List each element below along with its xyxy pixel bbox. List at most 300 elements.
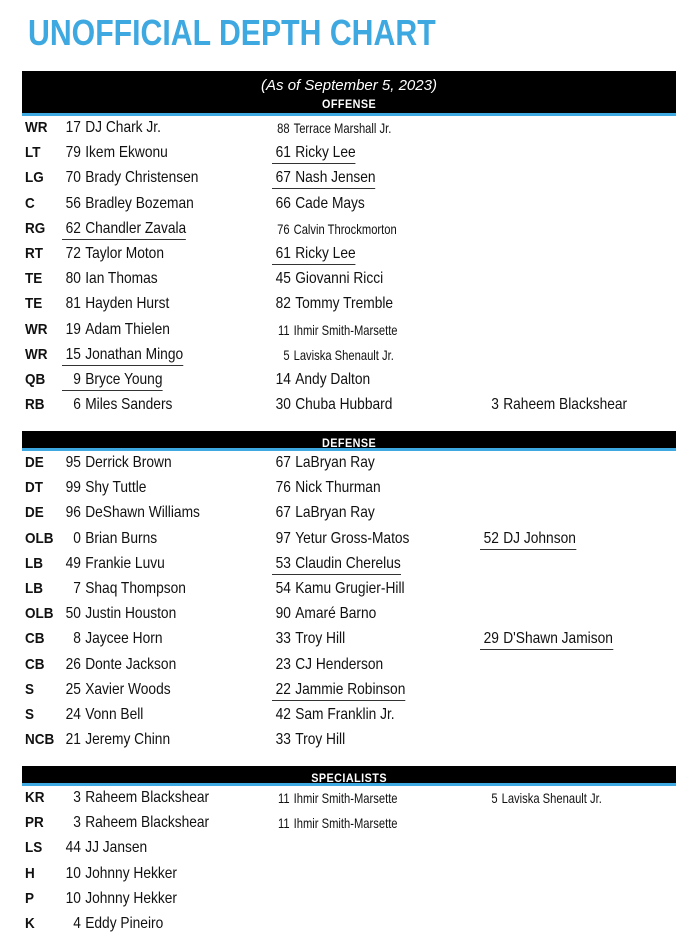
- position-label: WR: [25, 320, 48, 338]
- position-label: P: [25, 889, 35, 907]
- jersey-number: 9: [73, 370, 81, 388]
- jersey-number: 22: [275, 680, 291, 698]
- player-name: Ricky Lee: [295, 244, 356, 262]
- player-entry: [480, 789, 602, 807]
- depth-row: [22, 166, 676, 191]
- player-name: Ian Thomas: [85, 270, 158, 288]
- player-entry: [272, 144, 356, 164]
- player-slot-1: [62, 396, 190, 414]
- depth-row: [22, 267, 676, 292]
- player-name: Jeremy Chinn: [85, 731, 171, 749]
- position-label: LT: [25, 144, 41, 162]
- player-entry: [272, 479, 381, 497]
- player-slot-1: [62, 295, 187, 313]
- player-entry: [272, 530, 409, 548]
- player-entry: [62, 681, 171, 699]
- jersey-number: 44: [65, 839, 81, 857]
- position-label: KR: [25, 789, 45, 806]
- position-label: TE: [25, 295, 43, 313]
- section-title: OFFENSE: [321, 97, 377, 111]
- player-slot-1: [62, 321, 187, 339]
- player-slot-1: [62, 839, 161, 857]
- position-label: QB: [25, 370, 46, 388]
- player-name: Hayden Hurst: [85, 295, 170, 313]
- player-entry: [62, 915, 163, 933]
- depth-row: [22, 836, 676, 861]
- player-name: Shaq Thompson: [85, 579, 186, 597]
- jersey-number: 0: [73, 529, 81, 547]
- player-name: JJ Jansen: [85, 839, 148, 857]
- player-name: Adam Thielen: [85, 320, 170, 338]
- player-slot-2: [272, 169, 392, 189]
- player-slot-1: [62, 890, 196, 908]
- player-entry: [62, 890, 177, 908]
- jersey-number: 6: [73, 396, 81, 414]
- player-name: Ihmir Smith-Marsette: [293, 321, 398, 338]
- player-name: Johnny Hekker: [85, 889, 177, 907]
- depth-row: [22, 887, 676, 912]
- player-name: Nash Jensen: [295, 169, 376, 187]
- position-label: RB: [25, 396, 45, 414]
- player-name: D'Shawn Jamison: [503, 630, 613, 648]
- player-slot-1: [62, 346, 203, 366]
- player-slot-2: [272, 504, 392, 522]
- player-name: Donte Jackson: [85, 655, 177, 673]
- player-slot-3: [480, 789, 632, 808]
- jersey-number: 21: [65, 731, 81, 749]
- jersey-number: 54: [275, 579, 291, 597]
- player-slot-1: [62, 371, 179, 391]
- player-slot-1: [62, 656, 195, 674]
- jersey-number: 67: [275, 454, 291, 471]
- player-name: LaBryan Ray: [295, 504, 375, 522]
- player-entry: [62, 789, 209, 807]
- depth-row: [22, 141, 676, 166]
- jersey-number: 25: [65, 680, 81, 698]
- player-slot-2: [272, 605, 393, 623]
- player-name: Calvin Throckmorton: [293, 220, 397, 237]
- player-entry: [62, 530, 157, 548]
- depth-row: [22, 393, 676, 418]
- player-entry: [272, 555, 401, 575]
- player-slot-2: [272, 555, 422, 575]
- player-slot-1: [62, 789, 233, 807]
- player-entry: [480, 530, 576, 550]
- jersey-number: 53: [275, 554, 291, 572]
- jersey-number: 76: [275, 479, 291, 497]
- depth-row: [22, 552, 676, 577]
- jersey-number: 67: [275, 169, 291, 187]
- player-name: Ikem Ekwonu: [85, 144, 168, 162]
- depth-row: [22, 577, 676, 602]
- player-slot-2: [272, 580, 426, 598]
- depth-row: [22, 728, 676, 753]
- player-entry: [62, 580, 186, 598]
- player-entry: [272, 731, 345, 749]
- player-name: Laviska Shenault Jr.: [501, 790, 602, 806]
- player-slot-2: [272, 630, 357, 648]
- jersey-number: 56: [65, 194, 81, 212]
- jersey-number: 49: [65, 554, 81, 572]
- player-slot-1: [62, 530, 173, 548]
- player-name: Tommy Tremble: [295, 295, 394, 313]
- player-entry: [62, 731, 170, 749]
- player-slot-2: [272, 371, 386, 389]
- player-name: DeShawn Williams: [85, 504, 200, 522]
- position-label: LG: [25, 169, 44, 187]
- jersey-number: 76: [277, 220, 290, 237]
- jersey-number: 8: [73, 630, 81, 648]
- player-name: Derrick Brown: [85, 454, 172, 471]
- position-label: OLB: [25, 605, 54, 623]
- jersey-number: 70: [65, 169, 81, 187]
- player-entry: [272, 321, 398, 339]
- player-slot-2: [272, 706, 415, 724]
- jersey-number: 19: [65, 320, 81, 338]
- depth-row: [22, 527, 676, 552]
- player-name: Jonathan Mingo: [85, 345, 184, 363]
- section-defense: [22, 431, 676, 753]
- jersey-number: 11: [277, 815, 290, 832]
- player-slot-2: [272, 270, 401, 288]
- player-entry: [272, 681, 405, 701]
- player-slot-2: [272, 321, 429, 340]
- player-slot-1: [62, 814, 233, 832]
- depth-row: [22, 678, 676, 703]
- section-header: [22, 431, 676, 451]
- player-slot-2: [272, 245, 369, 265]
- position-label: CB: [25, 630, 45, 648]
- jersey-number: 26: [65, 655, 81, 673]
- player-entry: [62, 555, 165, 573]
- section-offense: [22, 71, 676, 418]
- player-name: Yetur Gross-Matos: [295, 529, 410, 547]
- player-slot-3: [480, 630, 635, 650]
- jersey-number: 88: [277, 120, 290, 136]
- player-entry: [480, 396, 627, 414]
- player-name: Sam Franklin Jr.: [295, 705, 395, 723]
- position-label: DE: [25, 504, 44, 522]
- jersey-number: 11: [277, 321, 290, 338]
- player-entry: [62, 371, 162, 391]
- player-name: Johnny Hekker: [85, 864, 177, 882]
- section-title: DEFENSE: [321, 436, 377, 450]
- player-slot-1: [62, 479, 160, 497]
- player-entry: [62, 656, 176, 674]
- player-entry: [62, 504, 200, 522]
- player-slot-2: [272, 195, 380, 213]
- jersey-number: 61: [275, 144, 291, 162]
- player-name: Brian Burns: [85, 529, 158, 547]
- player-entry: [272, 580, 405, 598]
- player-slot-2: [272, 144, 369, 164]
- section-header: [22, 766, 676, 786]
- depth-row: [22, 501, 676, 526]
- player-entry: [272, 504, 375, 522]
- jersey-number: 10: [65, 889, 81, 907]
- position-label: RG: [25, 219, 46, 237]
- depth-row: [22, 862, 676, 887]
- player-entry: [272, 656, 383, 674]
- player-entry: [62, 295, 169, 313]
- depth-row: [22, 318, 676, 343]
- player-entry: [272, 630, 345, 648]
- position-label: PR: [25, 814, 44, 832]
- jersey-number: 24: [65, 705, 81, 723]
- player-entry: [62, 396, 172, 414]
- player-slot-1: [62, 454, 189, 472]
- jersey-number: 99: [65, 479, 81, 497]
- player-name: Troy Hill: [295, 731, 346, 749]
- player-name: Ihmir Smith-Marsette: [293, 815, 398, 832]
- player-entry: [62, 195, 194, 213]
- player-entry: [272, 605, 376, 623]
- player-slot-1: [62, 220, 206, 240]
- jersey-number: 3: [491, 396, 499, 414]
- player-entry: [62, 245, 164, 263]
- jersey-number: 10: [65, 864, 81, 882]
- player-name: Miles Sanders: [85, 396, 173, 414]
- jersey-number: 3: [73, 814, 81, 832]
- jersey-number: 5: [491, 790, 498, 806]
- player-name: Troy Hill: [295, 630, 346, 648]
- player-name: LaBryan Ray: [295, 454, 375, 471]
- player-name: Raheem Blackshear: [85, 814, 210, 832]
- jersey-number: 66: [275, 194, 291, 212]
- player-name: Raheem Blackshear: [85, 789, 210, 806]
- section-title: SPECIALISTS: [311, 771, 387, 785]
- as-of-date: (As of September 5, 2023): [261, 77, 437, 94]
- player-slot-2: [272, 346, 424, 365]
- player-name: Bradley Bozeman: [85, 194, 194, 212]
- jersey-number: 33: [275, 630, 291, 648]
- position-label: LB: [25, 579, 43, 597]
- player-entry: [272, 270, 383, 288]
- player-entry: [62, 865, 177, 883]
- player-slot-1: [62, 915, 180, 933]
- player-name: Jaycee Horn: [85, 630, 163, 648]
- player-name: Claudin Cherelus: [295, 554, 401, 572]
- depth-row: [22, 786, 676, 811]
- jersey-number: 96: [65, 504, 81, 522]
- player-entry: [272, 195, 365, 213]
- player-entry: [62, 321, 170, 339]
- depth-row: [22, 627, 676, 652]
- position-label: CB: [25, 655, 45, 673]
- player-entry: [62, 839, 147, 857]
- player-entry: [272, 169, 376, 189]
- player-name: Ricky Lee: [295, 144, 356, 162]
- depth-row: [22, 912, 676, 937]
- player-entry: [272, 396, 392, 414]
- player-slot-1: [62, 630, 179, 648]
- player-entry: [62, 814, 209, 832]
- player-name: Ihmir Smith-Marsette: [293, 790, 398, 806]
- jersey-number: 4: [73, 914, 81, 932]
- position-label: LS: [25, 839, 43, 857]
- player-entry: [62, 346, 183, 366]
- player-slot-1: [62, 731, 188, 749]
- player-name: CJ Henderson: [295, 655, 384, 673]
- player-name: Bryce Young: [85, 370, 163, 388]
- depth-row: [22, 602, 676, 627]
- player-name: Xavier Woods: [85, 680, 171, 698]
- player-name: DJ Chark Jr.: [85, 119, 161, 136]
- player-slot-1: [62, 580, 206, 598]
- player-slot-2: [272, 681, 427, 701]
- player-entry: [272, 371, 370, 389]
- jersey-number: 30: [275, 396, 291, 414]
- player-name: DJ Johnson: [503, 529, 576, 547]
- jersey-number: 33: [275, 731, 291, 749]
- depth-row: [22, 343, 676, 368]
- player-slot-1: [62, 144, 185, 162]
- position-label: DT: [25, 479, 43, 497]
- player-slot-1: [62, 504, 222, 522]
- player-entry: [62, 169, 198, 187]
- player-slot-1: [62, 706, 157, 724]
- player-slot-1: [62, 245, 181, 263]
- player-entry: [272, 220, 397, 238]
- position-label: TE: [25, 270, 43, 288]
- player-slot-2: [272, 396, 412, 414]
- player-name: Justin Houston: [85, 605, 177, 623]
- jersey-number: 90: [275, 605, 291, 623]
- jersey-number: 17: [65, 119, 81, 136]
- player-slot-1: [62, 555, 182, 573]
- player-name: Shy Tuttle: [85, 479, 147, 497]
- position-label: OLB: [25, 529, 54, 547]
- player-entry: [62, 479, 146, 497]
- player-slot-1: [62, 865, 196, 883]
- jersey-number: 14: [275, 370, 291, 388]
- player-slot-3: [480, 530, 592, 550]
- position-label: DE: [25, 454, 44, 471]
- jersey-number: 23: [275, 655, 291, 673]
- player-slot-2: [272, 814, 429, 833]
- page-title: UNOFFICIAL DEPTH CHART: [28, 12, 436, 53]
- player-entry: [272, 706, 395, 724]
- jersey-number: 15: [65, 345, 81, 363]
- player-name: Jammie Robinson: [295, 680, 406, 698]
- jersey-number: 62: [65, 219, 81, 237]
- player-entry: [272, 119, 391, 137]
- jersey-number: 82: [275, 295, 291, 313]
- player-entry: [272, 245, 356, 265]
- player-entry: [272, 454, 375, 472]
- position-label: RT: [25, 244, 43, 262]
- position-label: LB: [25, 554, 43, 572]
- player-slot-2: [272, 119, 421, 138]
- player-slot-2: [272, 656, 401, 674]
- player-name: Kamu Grugier-Hill: [295, 579, 405, 597]
- jersey-number: 95: [65, 454, 81, 471]
- position-label: S: [25, 705, 35, 723]
- depth-row: [22, 116, 676, 141]
- player-slot-1: [62, 681, 188, 699]
- jersey-number: 52: [483, 529, 499, 547]
- position-label: WR: [25, 345, 48, 363]
- position-label: C: [25, 194, 35, 212]
- jersey-number: 45: [275, 270, 291, 288]
- jersey-number: 67: [275, 504, 291, 522]
- player-name: Andy Dalton: [295, 370, 371, 388]
- depth-row: [22, 653, 676, 678]
- player-entry: [480, 630, 613, 650]
- player-name: Laviska Shenault Jr.: [293, 346, 394, 363]
- jersey-number: 5: [283, 346, 290, 363]
- jersey-number: 80: [65, 270, 81, 288]
- jersey-number: 50: [65, 605, 81, 623]
- jersey-number: 3: [73, 789, 81, 806]
- player-slot-1: [62, 119, 177, 137]
- player-entry: [62, 454, 172, 472]
- position-label: NCB: [25, 731, 55, 749]
- player-name: Giovanni Ricci: [295, 270, 384, 288]
- player-entry: [62, 630, 162, 648]
- position-label: H: [25, 864, 35, 882]
- player-name: Chuba Hubbard: [295, 396, 393, 414]
- player-slot-1: [62, 270, 173, 288]
- player-slot-1: [62, 605, 195, 623]
- depth-row: [22, 451, 676, 476]
- player-name: Amaré Barno: [295, 605, 377, 623]
- player-slot-3: [480, 396, 651, 414]
- position-label: S: [25, 680, 35, 698]
- depth-row: [22, 703, 676, 728]
- depth-row: [22, 192, 676, 217]
- player-name: Cade Mays: [295, 194, 365, 212]
- position-label: WR: [25, 119, 48, 136]
- player-slot-1: [62, 195, 215, 213]
- depth-row: [22, 242, 676, 267]
- player-entry: [272, 295, 393, 313]
- player-entry: [272, 814, 398, 832]
- player-slot-2: [272, 530, 432, 548]
- depth-row: [22, 217, 676, 242]
- depth-row: [22, 368, 676, 393]
- depth-row: [22, 811, 676, 836]
- player-slot-1: [62, 169, 221, 187]
- player-entry: [62, 706, 143, 724]
- player-slot-2: [272, 295, 413, 313]
- jersey-number: 11: [277, 790, 290, 806]
- position-label: K: [25, 914, 35, 932]
- depth-row: [22, 292, 676, 317]
- jersey-number: 81: [65, 295, 81, 313]
- player-entry: [62, 144, 168, 162]
- player-name: Brady Christensen: [85, 169, 199, 187]
- jersey-number: 61: [275, 244, 291, 262]
- player-name: Frankie Luvu: [85, 554, 165, 572]
- section-header: [22, 71, 676, 116]
- player-entry: [62, 220, 186, 240]
- jersey-number: 7: [73, 579, 81, 597]
- player-name: Nick Thurman: [295, 479, 381, 497]
- player-name: Taylor Moton: [85, 244, 164, 262]
- jersey-number: 42: [275, 705, 291, 723]
- jersey-number: 29: [483, 630, 499, 648]
- jersey-number: 97: [275, 529, 291, 547]
- player-name: Eddy Pineiro: [85, 914, 164, 932]
- player-slot-2: [272, 479, 398, 497]
- player-slot-2: [272, 731, 357, 749]
- player-slot-2: [272, 789, 429, 808]
- player-name: Raheem Blackshear: [503, 396, 628, 414]
- jersey-number: 72: [65, 244, 81, 262]
- player-entry: [62, 119, 161, 137]
- player-name: Chandler Zavala: [85, 219, 187, 237]
